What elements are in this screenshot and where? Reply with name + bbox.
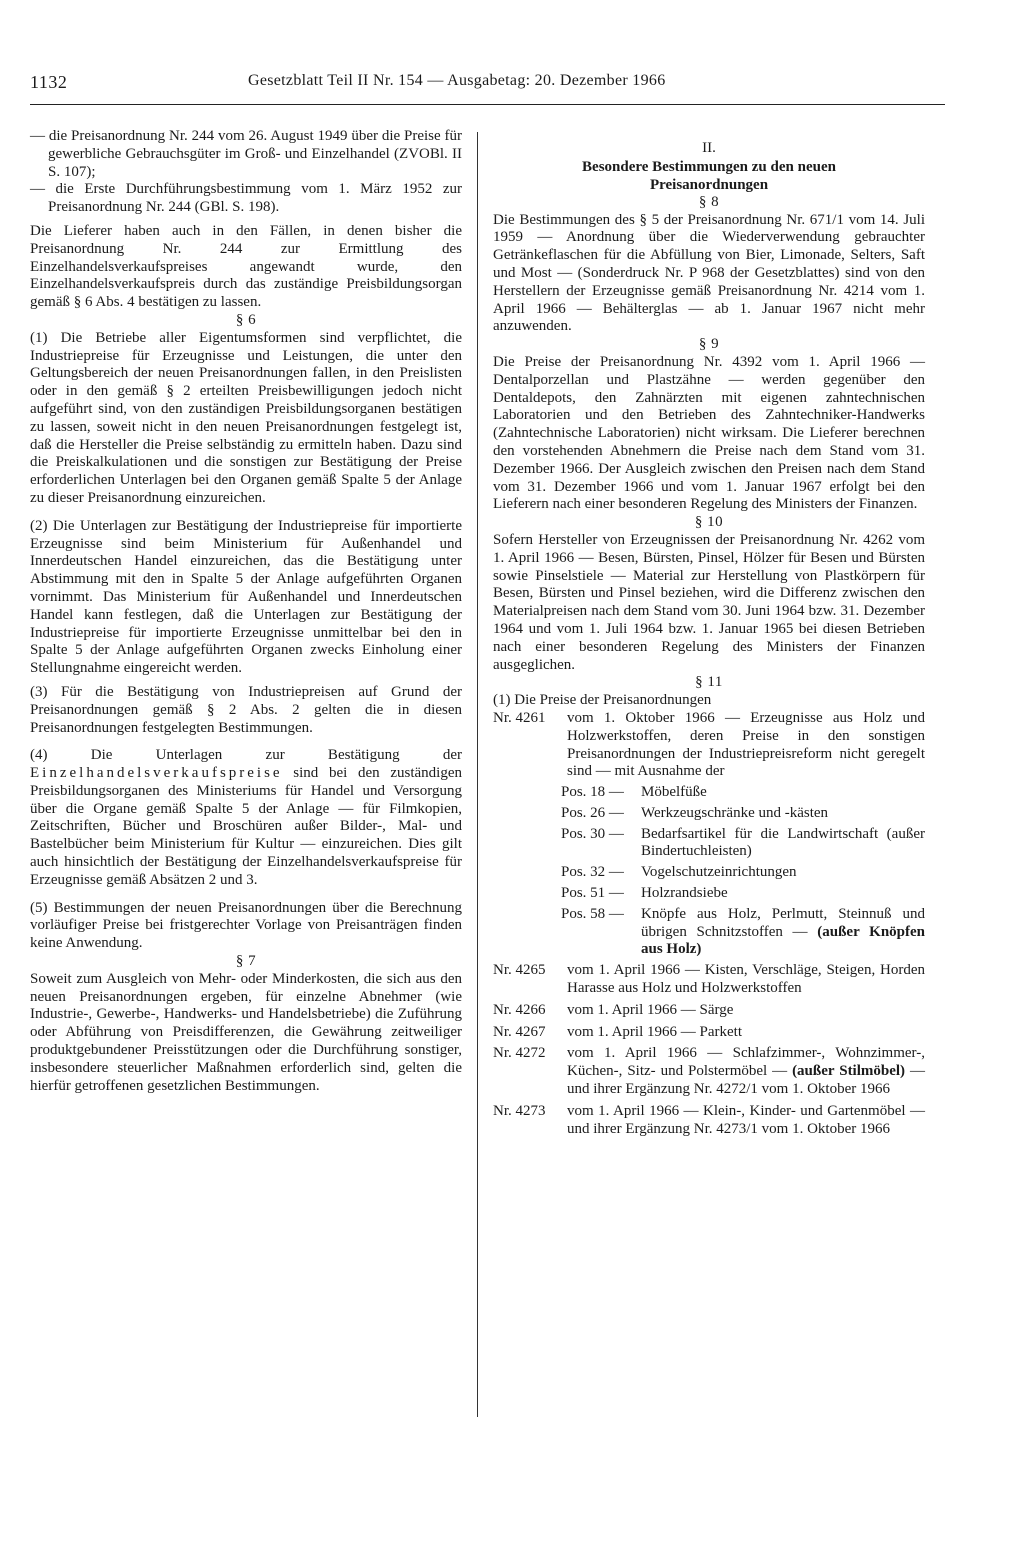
position-item — [561, 864, 925, 882]
ordinance-text: vom 1. April 1966 — Kisten, Verschläge, Steigen, Horden Harasse aus Holz und Holzwerkstoffen — [567, 962, 925, 997]
paragraph: (5) Bestimmungen der neuen Preisanordnungen über die Berechnung vorläufiger Preise bei fristgerechter Vorlage von Preisanträgen finden keine Anwendung. — [30, 899, 462, 952]
paragraph-text: sind bei den zuständigen Preisbildungsorganen des Ministeriums für Handel und Versorgung über die Organe gemäß Spalte 5 der Anlage — für Filmkopien, Zeitschriften, Bücher und Broschüren außer Bilder-, Mal- und Bastelbücher beim Ministerium für Kultur — einzureichen. Dies gilt auch hinsichtlich der Bestätigung der Einzelhandelsverkaufspreise für Erzeugnisse gemäß Absätzen 2 und 3. — [30, 765, 463, 888]
part-number: II. — [702, 140, 716, 156]
ordinance-number: Nr. 4261 — [493, 709, 546, 726]
ordinance-number: Nr. 4272 — [493, 1045, 546, 1062]
left-column — [30, 128, 462, 1095]
position-item — [561, 805, 925, 823]
section-heading-7: § 7 — [235, 953, 257, 970]
list-item: — die Erste Durchführungsbestimmung vom 1. März 1952 zur Preisanordnung Nr. 244 (GBl. S. 198). — [30, 181, 462, 216]
ordinance-entry — [493, 1045, 925, 1098]
ordinance-number: Nr. 4265 — [493, 962, 546, 979]
position-text: Holzrandsiebe — [641, 885, 728, 902]
paragraph: Die Bestimmungen des § 5 der Preisanordnung Nr. 671/1 vom 14. Juli 1959 — Anordnung über die Wiederverwendung gebrauchter Getränkeflaschen für die Abfüllung von Bier, Limonade, Selters, Saft und Most — (Sonderdruck Nr. P 968 der Gesetzblattes) sind von den Herstellern der Erzeugnisse gemäß Preisanordnung Nr. 4214 vom 1. April 1966 — Behälterglas — ab 1. Januar 1967 nicht mehr anzuwenden. — [493, 211, 925, 335]
paragraph: Soweit zum Ausgleich von Mehr- oder Minderkosten, die sich aus den neuen Preisanordnungen ergeben, für einzelne Abnehmer (wie Industrie-, Gewerbe-, Handwerks- und Handelsbetriebe) die Zuführung oder Abführung von Preisdifferenzen, die Gewährung zeitweiliger produktgebundener Preisstützungen oder die Durchführung sonstiger, insbesondere steuerlicher Maßnahmen erforderlich sind, gelten die hierfür getroffenen gesetzlichen Bestimmungen. — [30, 970, 462, 1094]
ordinance-number: Nr. 4266 — [493, 1001, 546, 1018]
position-item — [561, 885, 925, 903]
position-text — [641, 906, 925, 959]
paragraph-text: (4) Die Unterlagen zur Bestätigung der — [30, 747, 462, 764]
paragraph: Die Lieferer haben auch in den Fällen, in denen bisher die Preisanordnung Nr. 244 zur Ermittlung des Einzelhandelsverkaufspreises angewandt wurde, den Einzelhandelsverkaufspreis durch das zuständige Preisbildungsorgan gemäß § 6 Abs. 4 bestätigen zu lassen. — [30, 222, 462, 311]
ordinance-text: vom 1. April 1966 — Klein-, Kinder- und Gartenmöbel — und ihrer Ergänzung Nr. 4273/1 vom 1. Oktober 1966 — [567, 1102, 925, 1137]
position-label: Pos. 32 — — [561, 864, 624, 881]
position-text-exception: (außer Knöpfen aus Holz) — [641, 923, 926, 958]
part-title: Besondere Bestimmungen zu den neuen — [582, 158, 836, 175]
ordinance-text-rest: — und ihrer Ergänzung Nr. 4272/1 vom 1. Oktober 1966 — [567, 1063, 925, 1098]
ordinance-number: Nr. 4273 — [493, 1102, 546, 1119]
position-text: Möbelfüße — [641, 784, 707, 801]
running-head: Gesetzblatt Teil II Nr. 154 — Ausgabetag: 20. Dezember 1966 — [248, 72, 666, 89]
ordinance-entry — [493, 1103, 925, 1139]
part-title: Preisanordnungen — [649, 176, 769, 193]
ordinance-text: vom 1. Oktober 1966 — Erzeugnisse aus Holz und Holzwerkstoffen, deren Preise in den sonstigen Preisanordnungen der Industriepreisreform nicht geregelt sind — mit Ausnahme der — [567, 709, 925, 780]
ordinance-entry — [493, 1024, 925, 1042]
ordinance-text: vom 1. April 1966 — Parkett — [567, 1023, 742, 1040]
section-heading-6: § 6 — [235, 311, 257, 328]
emphasized-term: Einzelhandelsverkaufspreise — [30, 765, 283, 782]
ordinance-text-exception: (außer Stilmöbel) — [792, 1063, 906, 1080]
position-item — [561, 784, 925, 802]
paragraph: (3) Für die Bestätigung von Industriepreisen auf Grund der Preisanordnungen gemäß § 2 Abs. 2 gelten die in diesen Preisanordnungen festgelegten Bestimmungen. — [30, 683, 462, 736]
section-heading-9: § 9 — [698, 336, 720, 353]
ordinance-text-main: vom 1. April 1966 — Schlafzimmer-, Wohnzimmer-, Küchen-, Sitz- und Polstermöbel — — [567, 1045, 925, 1080]
position-text: Vogelschutzeinrichtungen — [641, 864, 797, 881]
ordinance-text — [567, 1045, 925, 1098]
position-text-main: Knöpfe aus Holz, Perlmutt, Steinnuß und übrigen Schnitzstoffen — — [641, 905, 925, 940]
list-item: — die Preisanordnung Nr. 244 vom 26. August 1949 über die Preise für gewerbliche Gebrauchsgüter im Groß- und Einzelhandel (ZVOBl. II S. 107); — [30, 128, 462, 180]
section-heading-10: § 10 — [694, 514, 724, 531]
column-divider — [477, 132, 478, 1417]
page-header — [30, 62, 945, 105]
paragraph — [30, 747, 462, 889]
paragraph: Die Preise der Preisanordnung Nr. 4392 vom 1. April 1966 — Dentalporzellan und Plastzähne — werden gegenüber den Dentaldepots, den Zahnärzten mit eigenen zahntechnischen Laboratorien und den Betrieben des Zahntechniker-Handwerks (Zahntechnische Laboratorien) nicht wirksam. Die Lieferer berechnen den vorstehenden Abnehmern die Preise nach dem Stand vom 31. Dezember 1966. Der Ausgleich zwischen den Preisen nach dem Stand vom 31. Dezember 1966 und vom 1. Januar 1967 erfolgt bei den Lieferern nach einer besonderen Regelung des Ministers der Finanzen. — [493, 353, 925, 513]
position-label: Pos. 58 — — [561, 905, 624, 922]
position-label: Pos. 51 — — [561, 885, 624, 902]
position-label: Pos. 26 — — [561, 804, 624, 821]
ordinance-entry — [493, 962, 925, 998]
section-heading-11: § 11 — [695, 674, 723, 691]
page-number: 1132 — [30, 72, 68, 92]
paragraph: (1) Die Betriebe aller Eigentumsformen sind verpflichtet, die Industriepreise für Erzeugnisse und Leistungen, die unter den Geltungsbereich der neuen Preisanordnungen fallen, in den Preislisten oder in den gemäß § 2 erteilten Preisbewilligungen jedoch nicht aufgeführt sind, von den zuständigen Preisbildungsorganen bestätigen zu lassen, soweit nicht in den neuen Preisanordnungen festgelegt ist, daß die Hersteller die Preise selbständig zu ermitteln haben. Dazu sind die Preiskalkulationen und die sonstigen zur Bestätigung der Preise erforderlichen Unterlagen bei den Organen gemäß Spalte 5 der Anlage zu dieser Preisanordnung einzureichen. — [30, 329, 462, 506]
position-text: Werkzeugschränke und -kästen — [641, 804, 829, 821]
section-heading-8: § 8 — [698, 193, 720, 210]
position-item — [561, 826, 925, 862]
ordinance-entry — [493, 710, 925, 781]
position-text: Bedarfsartikel für die Landwirtschaft (außer Bindertuchleisten) — [641, 825, 925, 860]
right-column — [493, 128, 925, 1138]
ordinance-entry — [493, 1002, 925, 1020]
paragraph: Sofern Hersteller von Erzeugnissen der Preisanordnung Nr. 4262 vom 1. April 1966 — Besen, Bürsten, Pinsel, Hölzer für Besen und Bürsten sowie Pinselstiele — Material zur Herstellung von Plastkörpern für Besen, Bürsten und Pinsel beziehen, wird die Differenz zwischen den Materialpreisen nach dem Stand vom 30. Juni 1964 bzw. 31. Dezember 1964 und vom 1. Juli 1964 bzw. 1. Januar 1965 bei diesen Betrieben nach einer besonderen Regelung des Ministers der Finanzen ausgeglichen. — [493, 531, 925, 673]
ordinance-number: Nr. 4267 — [493, 1023, 546, 1040]
ordinance-text: vom 1. April 1966 — Särge — [567, 1001, 734, 1018]
position-label: Pos. 30 — — [561, 825, 624, 842]
position-item — [561, 906, 925, 959]
position-label: Pos. 18 — — [561, 784, 624, 801]
paragraph: (1) Die Preise der Preisanordnungen — [493, 692, 712, 709]
paragraph: (2) Die Unterlagen zur Bestätigung der Industriepreise für importierte Erzeugnisse sind beim Ministerium für Außenhandel und Innerdeutschen Handel einzureichen, das die Bestätigung unter Abstimmung mit den in Spalte 5 der Anlage aufgeführten Organen vornimmt. Das Ministerium für Außenhandel und Innerdeutschen Handel kann festlegen, daß die Unterlagen zur Bestätigung der Industriepreise für importierte Erzeugnisse unmittelbar bei den in Spalte 5 der Anlage aufgeführten Organen zwecks Einholung einer Stellungnahme eingereicht werden. — [30, 517, 462, 677]
